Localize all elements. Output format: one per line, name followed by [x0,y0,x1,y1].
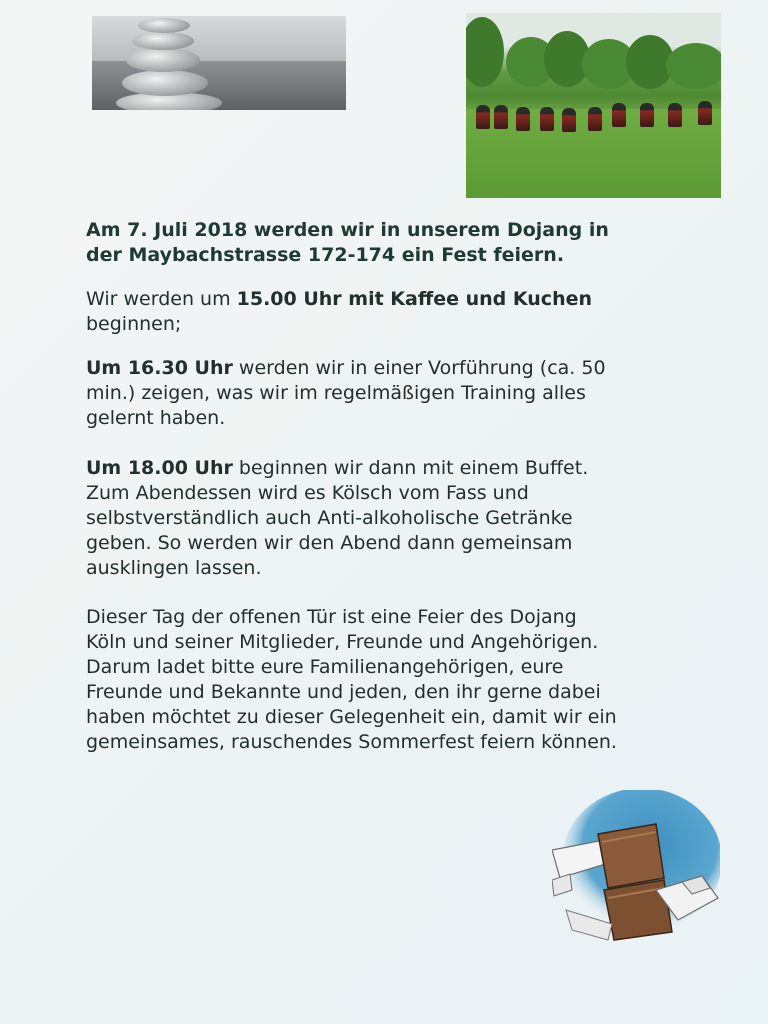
paragraph-line [86,356,706,381]
paragraph-line [86,456,706,481]
time-highlight: Um 18.00 Uhr [86,457,233,479]
paragraph-line: Freunde und Bekannte und jeden, den ihr gerne dabei [86,681,601,703]
paragraph-text: werden wir in einer Vorführung (ca. 50 [232,357,606,379]
paragraph-line: haben möchtet zu dieser Gelegenheit ein, damit wir ein [86,706,617,728]
paragraph-line: Darum ladet bitte eure Familienangehörigen, eure [86,656,564,678]
paragraph-line: Zum Abendessen wird es Kölsch vom Fass und [86,482,529,504]
heading-line: Am 7. Juli 2018 werden wir in unserem Dojang in [86,219,609,241]
stone-stack-photo [92,16,346,110]
paragraph-line: Dieser Tag der offenen Tür ist eine Feier des Dojang [86,606,577,628]
paragraph-coffee [86,287,706,337]
paragraph-line: gelernt haben. [86,407,226,429]
time-highlight: 15.00 Uhr mit Kaffee und Kuchen [236,288,593,310]
paragraph-line [86,287,706,312]
paragraph-line: gemeinsames, rauschendes Sommerfest feiern können. [86,731,617,753]
paragraph-text: beginnen wir dann mit einem Buffet. [232,457,589,479]
paragraph-line: ausklingen lassen. [86,557,262,579]
paragraph-line: selbstverständlich auch Anti-alkoholische Getränke [86,507,573,529]
paragraph-line: Köln und seiner Mitglieder, Freunde und Angehörigen. [86,631,599,653]
paragraph-line: beginnen; [86,313,182,335]
paragraph-demonstration [86,356,706,431]
board-breaking-icon [552,790,720,950]
heading-line: der Maybachstrasse 172-174 ein Fest feiern. [86,244,565,266]
paragraph-line: min.) zeigen, was wir im regelmäßigen Training alles [86,382,586,404]
board-breaking-illustration [552,790,720,950]
event-heading [86,218,706,268]
group-park-photo [466,13,721,198]
paragraph-text: Wir werden um [86,288,237,310]
time-highlight: Um 16.30 Uhr [86,357,233,379]
paragraph-line: geben. So werden wir den Abend dann gemeinsam [86,532,573,554]
paragraph-open-day [86,605,706,755]
paragraph-buffet [86,456,706,581]
